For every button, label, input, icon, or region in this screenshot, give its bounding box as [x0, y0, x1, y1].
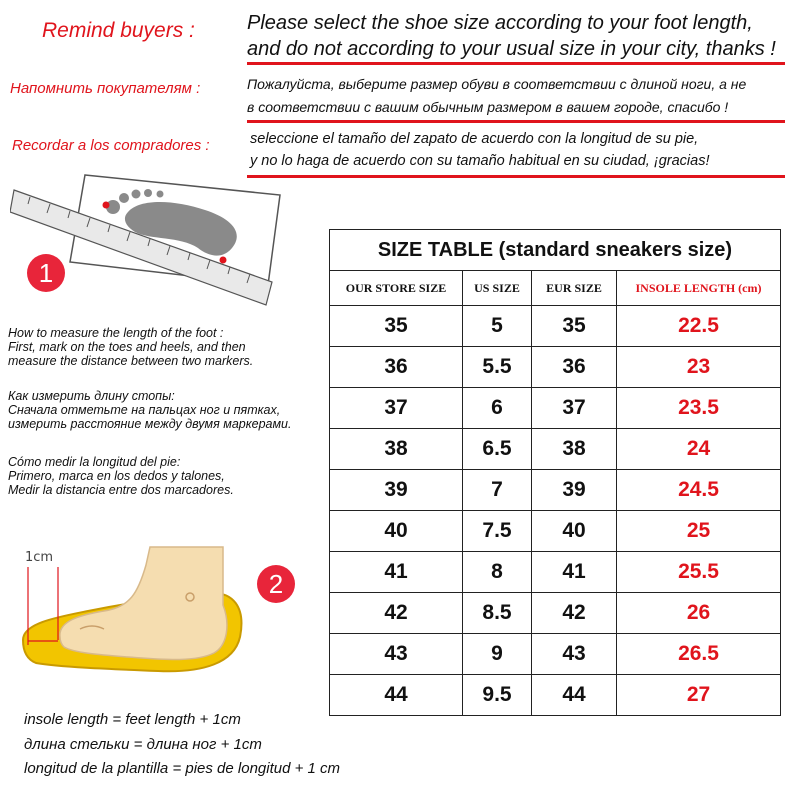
eur-size-cell: 44 [532, 675, 617, 716]
formula-ru: длина стельки = длина ног + 1cm [24, 736, 262, 753]
instr-ru-3: измерить расстояние между двумя маркерами. [8, 417, 292, 431]
remind-text-ru-2: в соответствии с вашим обычным размером в вашем городе, спасибо ! [247, 99, 729, 115]
us-size-cell: 9 [463, 634, 532, 675]
size-table-header-row [330, 271, 781, 306]
eur-size-cell: 38 [532, 429, 617, 470]
us-size-cell: 6.5 [463, 429, 532, 470]
remind-label-es: Recordar a los compradores : [12, 137, 210, 154]
remind-label-en: Remind buyers : [42, 19, 195, 42]
instr-en-1: How to measure the length of the foot : [8, 326, 224, 340]
instr-ru-1: Как измерить длину стопы: [8, 389, 175, 403]
store-size-cell: 35 [330, 306, 463, 347]
store-size-cell: 41 [330, 552, 463, 593]
insole-length-cell: 23 [617, 347, 781, 388]
store-size-cell: 39 [330, 470, 463, 511]
insole-length-cell: 23.5 [617, 388, 781, 429]
us-size-cell: 8 [463, 552, 532, 593]
remind-label-ru: Напомнить покупателям : [10, 80, 201, 97]
insole-length-cell: 24.5 [617, 470, 781, 511]
eur-size-cell: 41 [532, 552, 617, 593]
table-row [330, 306, 781, 347]
table-row [330, 593, 781, 634]
table-row [330, 634, 781, 675]
insole-length-cell: 27 [617, 675, 781, 716]
header-eur-size: EUR SIZE [532, 271, 617, 306]
eur-size-cell: 42 [532, 593, 617, 634]
instr-ru-2: Сначала отметьте на пальцах ног и пятках, [8, 403, 281, 417]
instr-es-1: Cómo medir la longitud del pie: [8, 455, 181, 469]
table-row [330, 470, 781, 511]
remind-underline-es [247, 175, 785, 178]
store-size-cell: 43 [330, 634, 463, 675]
us-size-cell: 5.5 [463, 347, 532, 388]
eur-size-cell: 37 [532, 388, 617, 429]
table-row [330, 429, 781, 470]
remind-underline-ru [247, 120, 785, 123]
store-size-cell: 36 [330, 347, 463, 388]
size-table [329, 229, 781, 716]
us-size-cell: 7.5 [463, 511, 532, 552]
remind-text-en-1: Please select the shoe size according to your foot length, [247, 12, 753, 34]
insole-length-cell: 26 [617, 593, 781, 634]
remind-underline-en [247, 62, 785, 65]
table-row [330, 675, 781, 716]
formula-en: insole length = feet length + 1cm [24, 711, 241, 728]
us-size-cell: 7 [463, 470, 532, 511]
store-size-cell: 37 [330, 388, 463, 429]
table-row [330, 388, 781, 429]
table-row [330, 511, 781, 552]
eur-size-cell: 39 [532, 470, 617, 511]
eur-size-cell: 36 [532, 347, 617, 388]
instr-es-3: Medir la distancia entre dos marcadores. [8, 483, 234, 497]
one-cm-label: 1cm [25, 550, 54, 565]
us-size-cell: 8.5 [463, 593, 532, 634]
remind-text-es-1: seleccione el tamaño del zapato de acuerdo con la longitud de su pie, [250, 131, 699, 147]
step-two-badge: 2 [257, 565, 295, 603]
insole-length-cell: 26.5 [617, 634, 781, 675]
header-insole-length: INSOLE LENGTH (cm) [617, 271, 781, 306]
foot-insole-illustration [18, 545, 258, 685]
size-table-title-row [330, 230, 781, 271]
insole-length-cell: 25 [617, 511, 781, 552]
insole-length-cell: 24 [617, 429, 781, 470]
insole-length-cell: 25.5 [617, 552, 781, 593]
us-size-cell: 6 [463, 388, 532, 429]
eur-size-cell: 40 [532, 511, 617, 552]
us-size-cell: 5 [463, 306, 532, 347]
store-size-cell: 42 [330, 593, 463, 634]
insole-length-cell: 22.5 [617, 306, 781, 347]
step-one-badge: 1 [27, 254, 65, 292]
eur-size-cell: 35 [532, 306, 617, 347]
table-row [330, 347, 781, 388]
instr-en-3: measure the distance between two markers. [8, 354, 254, 368]
store-size-cell: 38 [330, 429, 463, 470]
header-us-size: US SIZE [463, 271, 532, 306]
formula-es: longitud de la plantilla = pies de longitud + 1 cm [24, 760, 341, 777]
size-table-title: SIZE TABLE (standard sneakers size) [330, 230, 781, 271]
instr-en-2: First, mark on the toes and heels, and then [8, 340, 246, 354]
remind-text-es-2: y no lo haga de acuerdo con su tamaño habitual en su ciudad, ¡gracias! [250, 153, 710, 169]
remind-text-ru-1: Пожалуйста, выберите размер обуви в соответствии с длиной ноги, а не [247, 76, 747, 92]
eur-size-cell: 43 [532, 634, 617, 675]
instr-es-2: Primero, marca en los dedos y talones, [8, 469, 225, 483]
store-size-cell: 40 [330, 511, 463, 552]
header-store-size: OUR STORE SIZE [330, 271, 463, 306]
us-size-cell: 9.5 [463, 675, 532, 716]
store-size-cell: 44 [330, 675, 463, 716]
table-row [330, 552, 781, 593]
remind-text-en-2: and do not according to your usual size in your city, thanks ! [247, 38, 776, 60]
